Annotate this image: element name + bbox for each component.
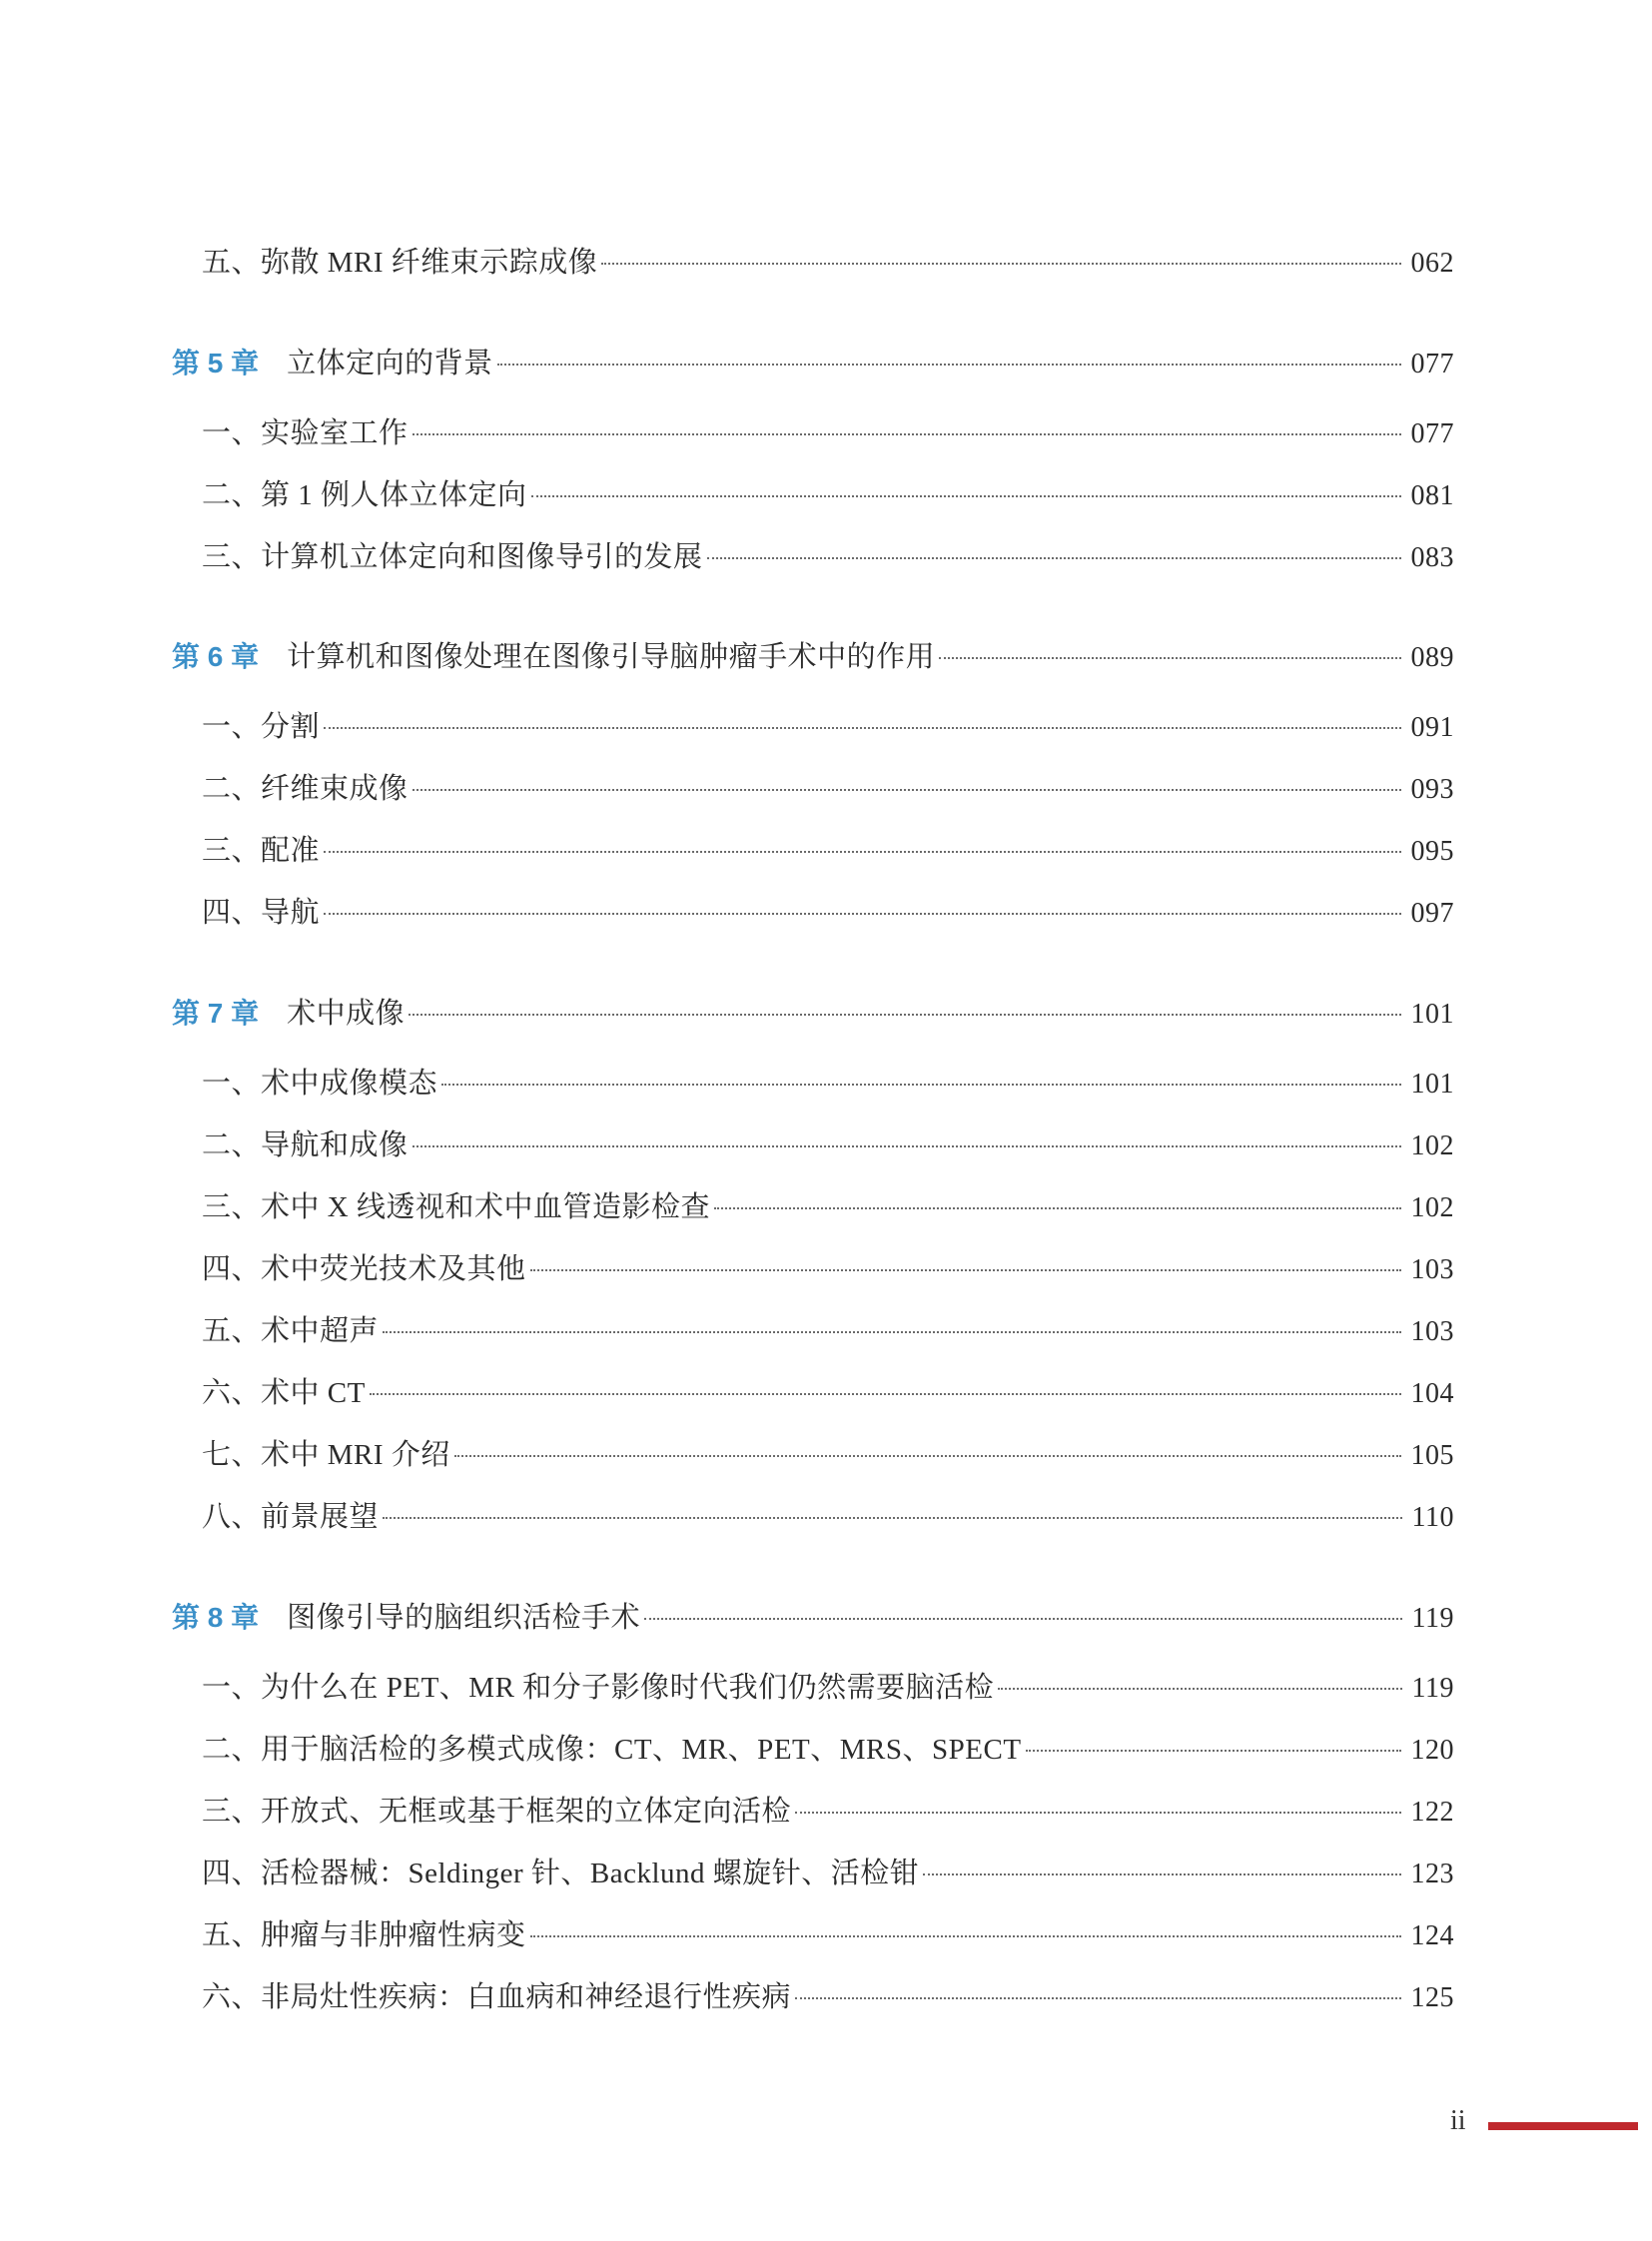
toc-entry-title: 八、前景展望 [202,1501,380,1533]
toc-entry[interactable] [202,893,1454,933]
toc-entry-page: 125 [1410,1982,1454,2013]
toc-entry[interactable] [202,1854,1454,1893]
chapter-page: 077 [1410,349,1454,379]
chapter-number: 第 6 章 [172,641,260,672]
toc-entry-title: 三、配准 [202,835,321,867]
toc-entry-page: 104 [1410,1378,1454,1409]
toc-entry[interactable] [202,1064,1454,1104]
chapter-title: 计算机和图像处理在图像引导脑肿瘤手术中的作用 [287,641,936,673]
toc-entry-title: 一、术中成像模态 [202,1068,438,1100]
toc-entry-page: 077 [1410,418,1454,449]
dot-leader [644,1618,1401,1620]
toc-chapter[interactable] [172,994,1454,1034]
toc-entry[interactable] [202,537,1454,577]
toc-entry[interactable] [202,1668,1454,1708]
toc-entry-page: 110 [1411,1502,1454,1533]
dot-leader [383,1331,1400,1333]
toc-entry[interactable] [202,243,1454,283]
dot-leader [714,1207,1401,1209]
toc-entry-title: 六、术中 CT [202,1377,366,1409]
toc-entry-page: 102 [1410,1130,1454,1161]
toc-entry-page: 097 [1410,898,1454,929]
dot-leader [795,1997,1400,1999]
toc-entry[interactable] [202,1125,1454,1165]
toc-entry-page: 120 [1410,1735,1454,1766]
toc-entry-title: 五、弥散 MRI 纤维束示踪成像 [202,247,598,279]
footer-accent-bar [1488,2122,1638,2130]
toc-entry-page: 083 [1410,542,1454,573]
toc-entry-title: 一、为什么在 PET、MR 和分子影像时代我们仍然需要脑活检 [202,1672,995,1704]
chapter-title: 术中成像 [287,998,406,1030]
toc-entry-page: 122 [1410,1797,1454,1828]
dot-leader [441,1084,1400,1086]
dot-leader [324,851,1400,853]
toc-entry-title: 二、导航和成像 [202,1129,409,1161]
toc-entry-title: 六、非局灶性疾病：白血病和神经退行性疾病 [202,1981,792,2013]
dot-leader [707,557,1401,559]
chapter-number: 第 5 章 [172,348,260,378]
dot-leader [413,789,1401,791]
dot-leader [497,364,1401,366]
toc-entry[interactable] [202,1977,1454,2017]
chapter-page: 119 [1411,1603,1454,1634]
toc-entry-title: 四、导航 [202,897,321,929]
dot-leader [1026,1750,1401,1752]
toc-entry-title: 一、实验室工作 [202,417,409,449]
toc-entry[interactable] [202,707,1454,747]
toc-entry-page: 093 [1410,774,1454,805]
dot-leader [370,1393,1401,1395]
toc-entry-page: 095 [1410,836,1454,867]
toc-entry[interactable] [202,1249,1454,1289]
toc-entry[interactable] [202,1792,1454,1832]
toc-entry-page: 091 [1410,712,1454,743]
toc-entry-title: 一、分割 [202,711,321,743]
toc-entry-title: 七、术中 MRI 介绍 [202,1439,450,1471]
toc-entry-title: 四、活检器械：Seldinger 针、Backlund 螺旋针、活检钳 [202,1858,920,1889]
toc-entry[interactable] [202,413,1454,453]
toc-entry-page: 123 [1410,1859,1454,1889]
dot-leader [601,263,1400,265]
toc-entry-page: 105 [1410,1440,1454,1471]
toc-entry[interactable] [202,1497,1454,1537]
toc-entry-page: 124 [1410,1920,1454,1951]
toc-entry[interactable] [202,1311,1454,1351]
toc-entry-title: 四、术中荧光技术及其他 [202,1253,526,1285]
toc-entry-title: 五、肿瘤与非肿瘤性病变 [202,1919,526,1951]
chapter-page: 101 [1410,999,1454,1030]
toc-entry[interactable] [202,1435,1454,1475]
toc-entry[interactable] [202,1187,1454,1227]
dot-leader [413,1145,1401,1147]
dot-leader [531,495,1401,497]
toc-entry-page: 081 [1410,480,1454,511]
dot-leader [383,1517,1402,1519]
dot-leader [795,1812,1400,1814]
toc-entry-page: 103 [1410,1254,1454,1285]
toc-entry-title: 三、术中 X 线透视和术中血管造影检查 [202,1191,710,1223]
page-folio: ii [1450,2105,1466,2136]
toc-chapter[interactable] [172,637,1454,677]
toc-chapter[interactable] [172,344,1454,383]
toc-entry-page: 062 [1410,248,1454,279]
dot-leader [998,1688,1401,1690]
toc-entry-title: 三、开放式、无框或基于框架的立体定向活检 [202,1796,792,1828]
toc-entry[interactable] [202,1730,1454,1770]
toc-entry[interactable] [202,769,1454,809]
dot-leader [939,657,1400,659]
toc-entry[interactable] [202,831,1454,871]
chapter-number: 第 8 章 [172,1602,260,1633]
dot-leader [324,913,1400,915]
dot-leader [454,1455,1401,1457]
toc-entry-page: 103 [1410,1316,1454,1347]
dot-leader [530,1269,1401,1271]
dot-leader [409,1014,1400,1016]
chapter-title: 立体定向的背景 [287,348,493,379]
dot-leader [530,1935,1401,1937]
toc-entry-title: 二、用于脑活检的多模式成像：CT、MR、PET、MRS、SPECT [202,1734,1022,1766]
dot-leader [923,1873,1400,1875]
toc-entry-title: 二、纤维束成像 [202,773,409,805]
toc-entry-title: 五、术中超声 [202,1315,380,1347]
toc-entry[interactable] [202,475,1454,515]
chapter-page: 089 [1410,642,1454,673]
toc-entry[interactable] [202,1373,1454,1413]
chapter-number: 第 7 章 [172,998,260,1029]
toc-entry[interactable] [202,1915,1454,1955]
dot-leader [324,727,1400,729]
chapter-title: 图像引导的脑组织活检手术 [287,1602,641,1634]
toc-entry-title: 二、第 1 例人体立体定向 [202,479,527,511]
toc-entry-page: 119 [1411,1673,1454,1704]
toc-chapter[interactable] [172,1598,1454,1638]
toc-entry-title: 三、计算机立体定向和图像导引的发展 [202,541,703,573]
toc-entry-page: 102 [1410,1192,1454,1223]
toc-entry-page: 101 [1410,1069,1454,1100]
dot-leader [413,433,1401,435]
